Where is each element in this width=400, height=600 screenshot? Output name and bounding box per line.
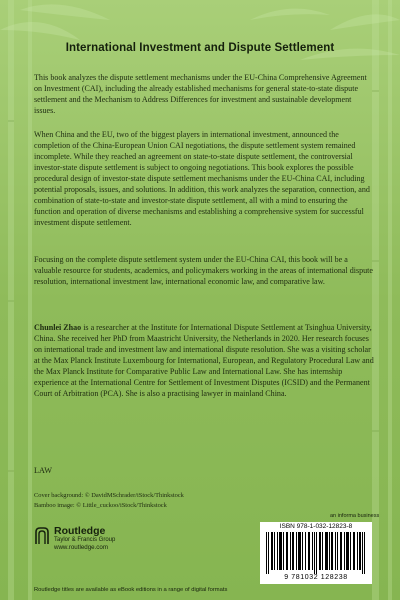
author-bio-text: is a researcher at the Institute for International Dispute Settlement at Tsinghua University, China. She received her PhD from Maastricht University, the Netherlands in 2020. Her research focuses on international trade and investment law and international dispute resolution. She was a visiting scholar at the Max Planck Institute Luxembourg for International, European, and Regulatory Procedural Law and the Max Planck Institute for Comparative Public Law and International Law. She has internship experience at the International Centre for Settlement of Investment Disputes (ICSID) and the Permanent Court of Arbitration (PCA). She is also a practising lawyer in mainland China. [34, 323, 374, 398]
bamboo-credit: Bamboo image: © Little_cuckoo/iStock/Thinkstock [34, 502, 167, 509]
cover-credit: Cover background: © DavidMSchrader/iStock/Thinkstock [34, 492, 184, 499]
isbn-barcode-block [260, 522, 372, 584]
author-name: Chunlei Zhao [34, 323, 82, 332]
isbn-number: ISBN 978-1-032-12823-8 [279, 523, 353, 530]
publisher-logo [34, 524, 194, 556]
author-bio [34, 322, 374, 399]
summary-paragraph-2: When China and the EU, two of the biggest players in international investment, announced the completion of the China-European Union CAI negotiations, the dispute settlement system remained incomplete. While they reached an agreement on state-to-state dispute settlement, the controversial investor-state dispute settlement is subject to ongoing negotiations. This book explores the possible procedural design of investor-state dispute settlement mechanisms under the EU-China CAI, including potential proposals, issues, and solutions. In addition, this work analyzes the separation, connection, and combination of state-to-state and investor-state dispute settlement, all with a mind to ensuring the function and operation of diverse mechanisms and establishing a comprehensive system for successful investment dispute settlement. [34, 130, 370, 227]
publisher-group: Taylor & Francis Group [54, 537, 116, 543]
barcode [264, 532, 368, 574]
barcode-digits: 9 781032 128238 [284, 574, 348, 581]
publisher-name: Routledge [54, 525, 106, 537]
subject-category: LAW [34, 466, 52, 475]
book-title: International Investment and Dispute Settlement [65, 42, 335, 54]
summary-paragraph-1: This book analyzes the dispute settlement mechanisms under the EU-China Comprehensive Agreement on Investment (CAI), including the already established mechanisms for general state-to-state dispute settlement and the Mechanism to Address Differences for investment and sustainable development issues. [34, 73, 367, 115]
ebook-availability-note: Routledge titles are available as eBook editions in a range of digital formats [34, 587, 228, 593]
publisher-url: www.routledge.com [54, 544, 108, 551]
summary-paragraph-3: Focusing on the complete dispute settlement system under the EU-China CAI, this book will be a valuable resource for students, academics, and policymakers working in the areas of international dispute resolution, international investment law, international economic law, and comparative law. [34, 255, 373, 286]
routledge-emblem-icon [34, 526, 50, 546]
informa-tagline: an informa business [330, 513, 380, 519]
